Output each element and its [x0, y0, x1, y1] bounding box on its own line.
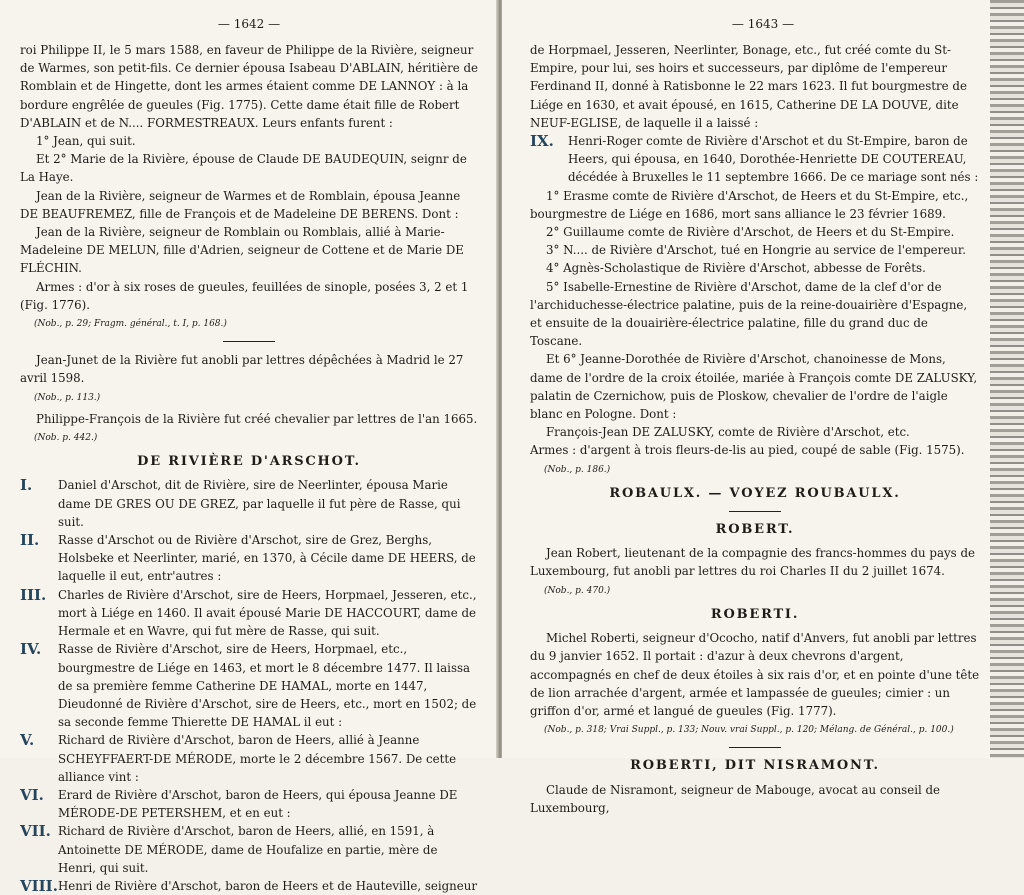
- genealogy-entry: [20, 531, 478, 586]
- entry-text: Erard de Rivière d'Arschot, baron de Heers, qui épousa Jeanne DE MÉRODE-DE PETERSHEM, et en eut :: [58, 787, 458, 821]
- child-entry: 3° N.... de Rivière d'Arschot, tué en Hongrie au service de l'empereur.: [546, 243, 966, 258]
- paragraph: 1° Jean, qui suit.: [36, 134, 136, 149]
- genealogy-entry: [20, 877, 478, 895]
- section-heading: DE RIVIÈRE D'ARSCHOT.: [137, 454, 361, 470]
- entry-text: Rasse de Rivière d'Arschot, sire de Heers, Horpmael, etc., bourgmestre de Liége en 1463, et mort le 8 décembre 1477. Il laissa de sa première femme Catherine DE HAMAL, morte en 1447, Dieudonné de Rivière d'Arschot, sire de Heers, etc., mort en 1502; de sa seconde femme Thierette DE HAMAL il eut :: [58, 642, 477, 730]
- entry-text: Henri-Roger comte de Rivière d'Arschot et du St-Empire, baron de Heers, qui épousa, en 1640, Dorothée-Henriette DE COUTEREAU, décédée à Bruxelles le 11 septembre 1666. De ce mariage sont nés :: [568, 134, 979, 185]
- entry-text: Daniel d'Arschot, dit de Rivière, sire de Neerlinter, épousa Marie dame DE GRES OU DE GREZ, par laquelle il fut père de Rasse, qui suit.: [58, 478, 461, 529]
- genealogy-entry: [20, 822, 478, 877]
- armes-line: Armes : d'argent à trois fleurs-de-lis au pied, coupé de sable (Fig. 1575).: [530, 443, 965, 458]
- paragraph: Philippe-François de la Rivière fut créé chevalier par lettres de l'an 1665.: [36, 411, 478, 426]
- reference: (Nob., p. 29; Fragm. général., t. I, p. 168.): [34, 319, 227, 330]
- paragraph: Jean Robert, lieutenant de la compagnie des francs-hommes du pays de Luxembourg, fut anobli par lettres du roi Charles II du 2 juillet 1674.: [530, 546, 975, 579]
- roman-numeral: VII.: [20, 822, 51, 841]
- roman-numeral: I.: [20, 476, 33, 495]
- reference: (Nob., p. 318; Vrai Suppl., p. 133; Nouv. vrai Suppl., p. 120; Mélang. de Général., p. 100.): [544, 725, 954, 736]
- right-text-block: [530, 41, 980, 817]
- page-number-1643: — 1643 —: [731, 17, 795, 31]
- roman-numeral: III.: [20, 585, 47, 604]
- child-entry: 1° Erasme comte de Rivière d'Arschot, de Heers et du St-Empire, etc., bourgmestre de Liége en 1686, mort sans alliance le 23 février 1689.: [530, 188, 969, 221]
- entry-text: Charles de Rivière d'Arschot, sire de Heers, Horpmael, Jesseren, etc., mort à Liége en 1460. Il avait épousé Marie DE HACCOURT, dame de Hermale et en Wavre, qui fut mère de Rasse, qui suit.: [58, 587, 477, 639]
- reference: (Nob., p. 470.): [544, 585, 611, 596]
- entry-text: Rasse d'Arschot ou de Rivière d'Arschot, sire de Grez, Berghs, Holsbeke et Neerlinter, marié, en 1370, à Cécile dame DE HEERS, de laquelle il eut, entr'autres :: [58, 533, 476, 584]
- paragraph: Jean de la Rivière, seigneur de Romblain ou Romblais, allié à Marie-Madeleine DE MELUN, fille d'Adrien, seigneur de Cottene et de Marie DE FLÉCHIN.: [20, 225, 464, 276]
- child-entry: 2° Guillaume comte de Rivière d'Arschot, de Heers et du St-Empire.: [546, 225, 955, 240]
- child-entry: Et 6° Jeanne-Dorothée de Rivière d'Arschot, chanoinesse de Mons, dame de l'ordre de la croix étoilée, mariée à François comte DE ZALUSKY, palatin de Czernichow, puis de Ploskow, chevalier de l'ordre de l'aigle blanc en Pologne. Dont :: [530, 352, 978, 422]
- paragraph: de Horpmael, Jesseren, Neerlinter, Bonage, etc., fut créé comte du St-Empire, pour lui, ses hoirs et successeurs, par diplôme de l'empereur Ferdinand II, donné à Ratisbonne le 22 mars 1623. Il fut bourgmestre de Liége en 1630, et avait épousé, en 1615, Catherine DE LA DOUVE, dite NEUF-EGLISE, de laquelle il a laissé :: [530, 43, 967, 130]
- genealogy-entry: [20, 731, 478, 786]
- separator: [729, 511, 781, 512]
- left-page: [0, 0, 498, 895]
- genealogy-entry: [20, 586, 478, 641]
- genealogy-entry: [20, 786, 478, 822]
- roman-numeral: V.: [20, 731, 35, 750]
- heading-roberti: ROBERTI.: [710, 606, 800, 622]
- left-text-block: [20, 41, 478, 895]
- paragraph: Claude de Nisramont, seigneur de Mabouge, avocat au conseil de Luxembourg,: [530, 782, 941, 815]
- roman-numeral: VI.: [20, 785, 44, 804]
- reference: (Nob., p. 186.): [544, 464, 611, 475]
- paragraph: Jean-Junet de la Rivière fut anobli par lettres dépêchées à Madrid le 27 avril 1598.: [20, 353, 464, 386]
- paragraph: Michel Roberti, seigneur d'Ococho, natif d'Anvers, fut anobli par lettres du 9 janvier 1652. Il portait : d'azur à deux chevrons d'argent, accompagnés en chef de deux étoiles à six rais d'or, et en pointe d'une tête de lion arrachée d'argent, armée et lampassée de gueules; cimier : un griffon d'or, armé et langué de gueules (Fig. 1777).: [530, 631, 980, 718]
- paragraph: roi Philippe II, le 5 mars 1588, en faveur de Philippe de la Rivière, seigneur de Warmes, son petit-fils. Ce dernier épousa Isabeau D'ABLAIN, héritière de Romblain et de Hingette, dont les armes étaient comme DE LANNOY : à la bordure engrêlée de gueules (Fig. 1775). Cette dame était fille de Robert D'ABLAIN et de N.... FORMESTREAUX. Leurs enfants furent :: [20, 43, 479, 130]
- entry-text: Henri de Rivière d'Arschot, baron de Heers et de Hauteville, seigneur: [58, 878, 477, 893]
- separator: [729, 747, 781, 748]
- genealogy-entry: [20, 640, 478, 731]
- paragraph: Armes : d'or à six roses de gueules, feuillées de sinople, posées 3, 2 et 1 (Fig. 1776).: [20, 279, 469, 312]
- heading-robaulx: ROBAULX. — VOYEZ ROUBAULX.: [609, 485, 901, 501]
- entry-text: Richard de Rivière d'Arschot, baron de Heers, allié, en 1591, à Antoinette DE MÉRODE, dame de Houfalize en partie, mère de Henri, qui suit.: [58, 824, 438, 875]
- genealogy-entry: [530, 132, 980, 187]
- child-entry: François-Jean DE ZALUSKY, comte de Rivière d'Arschot, etc.: [546, 425, 910, 440]
- right-page: [502, 0, 1024, 815]
- entry-text: Richard de Rivière d'Arschot, baron de Heers, allié à Jeanne SCHEYFFAERT-DE MÉRODE, morte le 2 décembre 1567. De cette alliance vint :: [58, 733, 457, 784]
- reference: (Nob. p. 442.): [34, 433, 98, 444]
- heading-robert: ROBERT.: [715, 522, 795, 538]
- heading-roberti-nisramont: ROBERTI, DIT NISRAMONT.: [630, 758, 880, 774]
- reference: (Nob., p. 113.): [34, 392, 101, 403]
- separator: [223, 341, 275, 342]
- roman-numeral: IX.: [530, 132, 554, 151]
- roman-numeral: II.: [20, 531, 40, 550]
- page-number-1642: — 1642 —: [217, 17, 281, 31]
- scan-edge: [990, 0, 1024, 758]
- paragraph: Jean de la Rivière, seigneur de Warmes et de Romblain, épousa Jeanne DE BEAUFREMEZ, fille de François et de Madeleine DE BERENS. Dont :: [20, 188, 461, 221]
- child-entry: 4° Agnès-Scholastique de Rivière d'Arschot, abbesse de Forêts.: [546, 261, 926, 276]
- genealogy-entry: [20, 476, 478, 531]
- child-entry: 5° Isabelle-Ernestine de Rivière d'Arschot, dame de la clef d'or de l'archiduchesse-électrice palatine, puis de la reine-douairière d'Espagne, et ensuite de la douairière-électrice palatine, fille du grand duc de Toscane.: [530, 279, 968, 349]
- paragraph: Et 2° Marie de la Rivière, épouse de Claude DE BAUDEQUIN, seignr de La Haye.: [20, 152, 467, 185]
- roman-numeral: IV.: [20, 640, 42, 659]
- roman-numeral: VIII.: [20, 876, 58, 895]
